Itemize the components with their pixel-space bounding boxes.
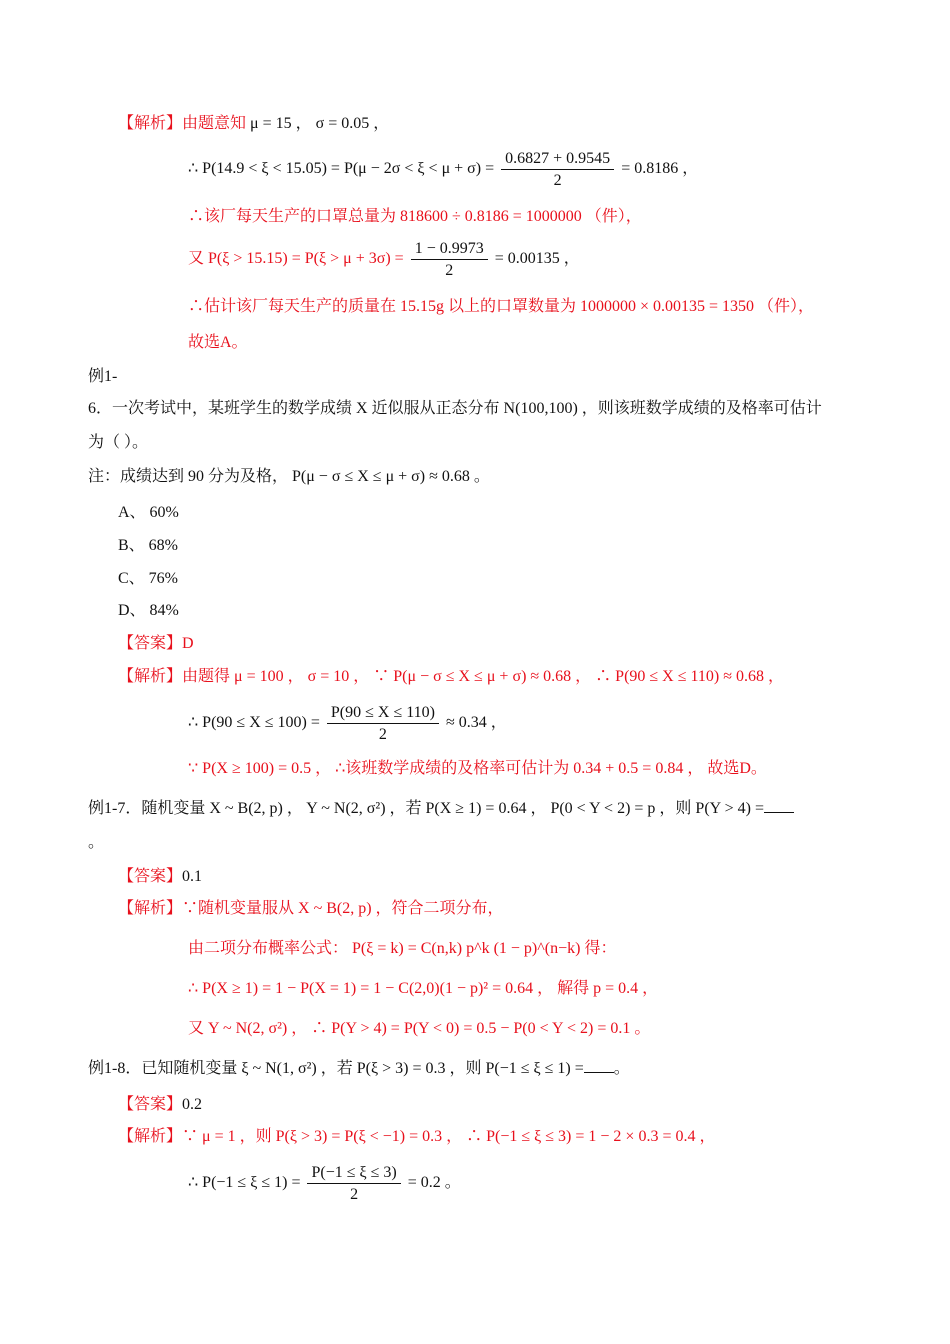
question-7-line-2: 。	[88, 834, 105, 851]
solution-7-line-1: 【解析】∵随机变量服从 X ~ B(2, p) ，符合二项分布，	[118, 900, 504, 917]
fraction: $\frac{0.6827 + 0.9545}{2}$	[501, 148, 614, 191]
question-line-2: 为（ ）。	[88, 434, 149, 451]
question-8-line-1: 例1-8．已知随机变量 ξ ~ N(1, σ²) ，若 P(ξ > 3) = 0.3 ，则 P(−1 ≤ ξ ≤ 1) = 。	[88, 1060, 630, 1077]
solution-8-line-2: ∴ P(−1 ≤ ξ ≤ 1) = $\frac{P(-1 \le \xi \le 3)}{2}$ = 0.2 。	[188, 1164, 461, 1203]
fraction: $\frac{P(90 \le X \le 110)}{2}$	[327, 702, 439, 745]
answer-8-line: 【答案】0.2	[118, 1096, 203, 1113]
solution-line-1: 【解析】由题得 μ = 100 ， σ = 10 ， ∵ P(μ − σ ≤ X ≤ μ + σ) ≈ 0.68 ， ∴ P(90 ≤ X ≤ 110) ≈ 0.68 ，	[118, 668, 785, 685]
solution-tag: 【解析】	[118, 115, 183, 132]
solution-line-2: ∴ P(90 ≤ X ≤ 100) = $\frac{P(90 \le X \le 110)}{2}$ ≈ 0.34 ，	[188, 704, 507, 743]
option-c: C、 76%	[118, 570, 179, 587]
question-note: 注：成绩达到 90 分为及格， P(μ − σ ≤ X ≤ μ + σ) ≈ 0.68 。	[88, 468, 490, 485]
prev-solution-line-3: ∴该厂每天生产的口罩总量为 818600 ÷ 0.8186 = 1000000 （件），	[188, 208, 642, 225]
question-7-line-1: 例1-7．随机变量 X ~ B(2, p) ， Y ~ N(2, σ²) ，若 P(X ≥ 1) = 0.64 ， P(0 < Y < 2) = p ，则 P(Y > 4) =	[88, 798, 794, 820]
solution-8-line-1: 【解析】∵ μ = 1 ，则 P(ξ > 3) = P(ξ < −1) = 0.3 ， ∴ P(−1 ≤ ξ ≤ 3) = 1 − 2 × 0.3 = 0.4 ，	[118, 1128, 716, 1145]
prev-solution-line-5: ∴估计该厂每天生产的质量在 15.15g 以上的口罩数量为 1000000 × 0.00135 = 1350 （件），	[188, 298, 815, 315]
prev-solution-line-1: 【解析】由题意知 μ = 15 ， σ = 0.05 ，	[118, 115, 390, 132]
option-a: A、 60%	[118, 504, 179, 521]
prev-solution-line-6: 故选A。	[188, 334, 248, 351]
answer-blank	[584, 1058, 614, 1073]
prev-solution-line-2: ∴ P(14.9 < ξ < 15.05) = P(μ − 2σ < ξ < μ + σ) = $\frac{0.6827 + 0.9545}{2}$ = 0.8186 ，	[188, 150, 699, 189]
answer-line: 【答案】D	[118, 635, 194, 652]
option-d: D、 84%	[118, 602, 179, 619]
solution-7-line-4: 又 Y ~ N(2, σ²) ， ∴ P(Y > 4) = P(Y < 0) = 0.5 − P(0 < Y < 2) = 0.1 。	[188, 1020, 651, 1037]
fraction: $\frac{1 - 0.9973}{2}$	[411, 238, 488, 281]
option-b: B、 68%	[118, 537, 179, 554]
fraction: $\frac{P(-1 \le \xi \le 3)}{2}$	[307, 1162, 400, 1205]
example-label: 例1-	[88, 368, 118, 385]
solution-line-3: ∵ P(X ≥ 100) = 0.5 ， ∴该班数学成绩的及格率可估计为 0.34 + 0.5 = 0.84 ， 故选D。	[188, 760, 767, 777]
question-line-1: 6．一次考试中，某班学生的数学成绩 X 近似服从正态分布 N(100,100) ，则该班数学成绩的及格率可估计	[88, 400, 822, 417]
answer-blank	[764, 798, 794, 813]
solution-7-line-3: ∴ P(X ≥ 1) = 1 − P(X = 1) = 1 − C(2,0)(1 − p)² = 0.64 ， 解得 p = 0.4 ，	[188, 980, 659, 997]
prev-solution-line-4: 又 P(ξ > 15.15) = P(ξ > μ + 3σ) = $\frac{1 - 0.9973}{2}$ = 0.00135 ，	[188, 240, 580, 279]
solution-7-line-2: 由二项分布概率公式： P(ξ = k) = C(n,k) p^k (1 − p)^(n−k) 得：	[188, 940, 617, 957]
answer-7-line: 【答案】0.1	[118, 868, 203, 885]
